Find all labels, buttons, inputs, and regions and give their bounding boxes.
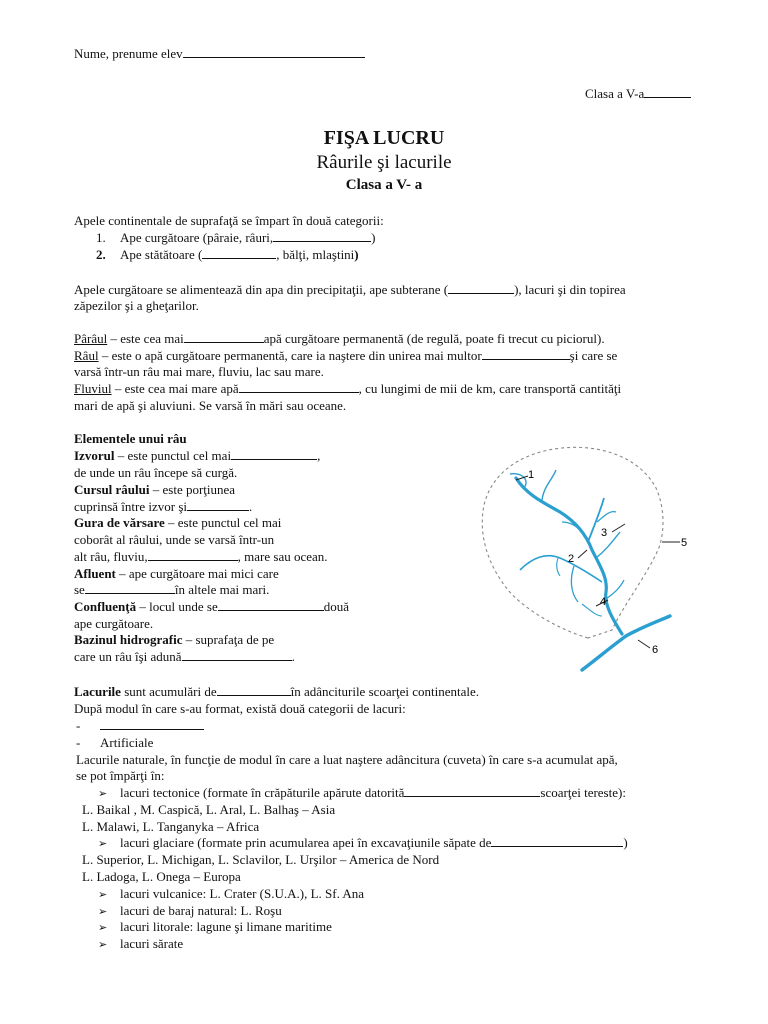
fill-blank[interactable]: [404, 785, 540, 797]
item-text-end: ): [354, 247, 359, 262]
text: ,: [317, 448, 321, 463]
diagram-label-1: 1: [528, 469, 535, 481]
text: – suprafaţa de pe: [182, 632, 275, 647]
fill-blank[interactable]: [202, 247, 276, 259]
arrow-bullet-icon: ➢: [98, 905, 108, 918]
text: lacuri glaciare (formate prin acumularea apei în excavaţiunile săpate de: [120, 835, 492, 850]
fill-blank[interactable]: [187, 499, 249, 511]
def-fluviul: [74, 381, 621, 398]
text: lacuri vulcanice: L. Crater (S.U.A.), L. Sf. Ana: [120, 886, 365, 901]
intro-item-2: [96, 247, 359, 264]
page-title: FIŞA LUCRU: [323, 127, 445, 149]
page-subtitle: Râurile şi lacurile: [316, 152, 452, 173]
text: – este o apă curgătoare permanentă, care ia naştere din unirea mai multor: [98, 348, 482, 363]
tributary: [571, 566, 578, 602]
diagram-label-5: 5: [681, 537, 688, 549]
el-afluent-2: [74, 582, 269, 599]
text: şi care se: [569, 348, 618, 363]
tributary: [582, 604, 602, 616]
river-basin-diagram: [470, 440, 710, 678]
lake-type-2: [76, 735, 153, 752]
fill-blank[interactable]: [239, 381, 359, 393]
def-raul: [74, 348, 617, 365]
text: apă curgătoare permanentă (de regulă, poate fi trecut cu piciorul).: [263, 331, 605, 346]
feeding-line-2: zăpezilor şi a gheţarilor.: [74, 298, 199, 313]
text: alt râu, fluviu,: [74, 549, 148, 564]
text: .: [249, 499, 253, 514]
el-confluenta: [74, 599, 349, 616]
text: lacuri sărate: [120, 936, 184, 951]
text: .: [291, 649, 295, 664]
text: ): [623, 835, 628, 850]
el-bazin-2: [74, 649, 295, 666]
diagram-label-3: 3: [601, 527, 608, 539]
el-izvorul: [74, 448, 320, 465]
term: Lacurile: [74, 684, 121, 699]
dam-lakes: [98, 903, 282, 921]
el-gura-3: [74, 549, 328, 566]
fill-blank[interactable]: [491, 835, 623, 847]
dash: -: [76, 735, 81, 750]
text: cuprinsă între izvor şi: [74, 499, 187, 514]
term: Confluenţă: [74, 599, 137, 614]
glacial-lakes: [98, 835, 628, 853]
fill-blank[interactable]: [231, 448, 317, 460]
class-line: [585, 86, 691, 103]
text: – este cea mai mare apă: [111, 381, 239, 396]
fill-blank[interactable]: [273, 230, 371, 242]
fill-blank[interactable]: [85, 582, 175, 594]
def-fluviul-2: mari de apă şi aluviuni. Se varsă în mări sau oceane.: [74, 398, 347, 413]
arrow-bullet-icon: ➢: [98, 938, 108, 951]
term: Bazinul hidrografic: [74, 632, 183, 647]
intro-item-1: [96, 230, 376, 247]
fill-blank[interactable]: [100, 718, 204, 730]
item-text: , bălţi, mlaştini: [276, 247, 355, 262]
el-gura-2: coborât al râului, unde se varsă într-un: [74, 532, 275, 547]
text: , mare sau ocean.: [237, 549, 328, 564]
term: Izvorul: [74, 448, 115, 463]
text: , cu lungimi de mii de km, care transportă cantităţi: [358, 381, 622, 396]
item-text-end: ): [371, 230, 376, 245]
item-text: Ape stătătoare (: [120, 247, 203, 262]
text: în adânciturile scoarţei continentale.: [290, 684, 480, 699]
tectonic-lakes: [98, 785, 626, 803]
el-bazin: [74, 632, 274, 649]
text: sunt acumulări de: [120, 684, 217, 699]
fill-blank[interactable]: [148, 549, 238, 561]
student-name-label: Nume, prenume elev: [74, 46, 183, 61]
arrow-bullet-icon: ➢: [98, 837, 108, 850]
text: lacuri litorale: lagune şi limane maritime: [120, 919, 332, 934]
el-confluenta-2: ape curgătoare.: [74, 616, 154, 631]
fill-blank[interactable]: [217, 684, 291, 696]
term: Pârâul: [74, 331, 108, 346]
text: lacuri tectonice (formate în crăpăturile apărute datorită: [120, 785, 405, 800]
text: scoarţei tereste):: [540, 785, 626, 800]
def-paraul: [74, 331, 605, 348]
item-number: 1.: [96, 230, 106, 245]
text: Artificiale: [100, 735, 154, 750]
diagram-label-2: 2: [568, 553, 575, 565]
el-cursul-2: [74, 499, 252, 516]
arrow-bullet-icon: ➢: [98, 888, 108, 901]
tectonic-asia: L. Baikal , M. Caspică, L. Aral, L. Balhaş – Asia: [82, 802, 336, 817]
term: Cursul râului: [74, 482, 150, 497]
natural-lakes-line: Lacurile naturale, în funcţie de modul în care a luat naştere adâncitura (cuveta) în care s-a acumulat apă,: [76, 752, 618, 767]
intro-line: Apele continentale de suprafaţă se împart în două categorii:: [74, 213, 384, 228]
term: Râul: [74, 348, 99, 363]
lakes-types: După modul în care s-au format, există două categorii de lacuri:: [74, 701, 406, 716]
lakes-intro: [74, 684, 479, 701]
fill-blank[interactable]: [184, 331, 264, 343]
el-afluent: [74, 566, 279, 583]
student-name-blank[interactable]: [183, 46, 365, 58]
text: – este punctul cel mai: [164, 515, 282, 530]
tributary: [557, 558, 560, 576]
dash: -: [76, 718, 81, 733]
text: ), lacuri şi din topirea: [514, 282, 626, 297]
elements-heading: Elementele unui râu: [74, 431, 187, 446]
collector-river: [582, 616, 670, 670]
term: Afluent: [74, 566, 116, 581]
tectonic-africa: L. Malawi, L. Tanganyka – Africa: [82, 819, 260, 834]
text: Apele curgătoare se alimentează din apa din precipitaţii, ape subterane (: [74, 282, 449, 297]
label-leader-6: [638, 640, 650, 648]
glacial-europa: L. Ladoga, L. Onega – Europa: [82, 869, 241, 884]
text: – ape curgătoare mai mici care: [115, 566, 279, 581]
class-blank[interactable]: [644, 86, 691, 98]
text: care un râu îşi adună: [74, 649, 182, 664]
fill-blank[interactable]: [482, 348, 570, 360]
lake-type-1: [76, 718, 204, 735]
text: în altele mai mari.: [174, 582, 270, 597]
class-label: Clasa a V-a: [585, 86, 645, 101]
natural-lakes-line-2: se pot împărţi în:: [76, 768, 165, 783]
text: lacuri de baraj natural: L. Roşu: [120, 903, 282, 918]
volcanic-lakes: [98, 886, 364, 904]
el-gura: [74, 515, 281, 532]
label-leader-2: [578, 550, 587, 558]
el-cursul: [74, 482, 235, 499]
item-text: Ape curgătoare (pâraie, râuri,: [120, 230, 274, 245]
text: două: [323, 599, 349, 614]
arrow-bullet-icon: ➢: [98, 921, 108, 934]
glacial-america: L. Superior, L. Michigan, L. Sclavilor, L. Urşilor – America de Nord: [82, 852, 440, 867]
label-leader-3: [612, 524, 625, 532]
term: Gura de vărsare: [74, 515, 165, 530]
text: – locul unde se: [136, 599, 218, 614]
feeding-line: [74, 282, 626, 299]
text: – este porţiunea: [149, 482, 236, 497]
salt-lakes: [98, 936, 183, 954]
fill-blank[interactable]: [218, 599, 324, 611]
student-name-line: [74, 46, 365, 63]
def-raul-2: varsă într-un râu mai mare, fluviu, lac sau mare.: [74, 364, 324, 379]
tributary: [520, 556, 602, 582]
arrow-bullet-icon: ➢: [98, 787, 108, 800]
class-heading: Clasa a V- a: [345, 177, 423, 193]
diagram-label-4: 4: [600, 596, 607, 608]
fill-blank[interactable]: [182, 649, 292, 661]
text: se: [74, 582, 85, 597]
text: – este punctul cel mai: [114, 448, 232, 463]
text: – este cea mai: [107, 331, 184, 346]
basin-boundary: [482, 447, 663, 638]
tributary: [596, 532, 620, 558]
el-izvorul-2: de unde un râu începe să curgă.: [74, 465, 238, 480]
term: Fluviul: [74, 381, 112, 396]
tributary: [542, 470, 556, 500]
item-number: 2.: [96, 247, 106, 262]
fill-blank[interactable]: [448, 282, 514, 294]
diagram-label-6: 6: [652, 644, 659, 656]
coastal-lakes: [98, 919, 332, 937]
